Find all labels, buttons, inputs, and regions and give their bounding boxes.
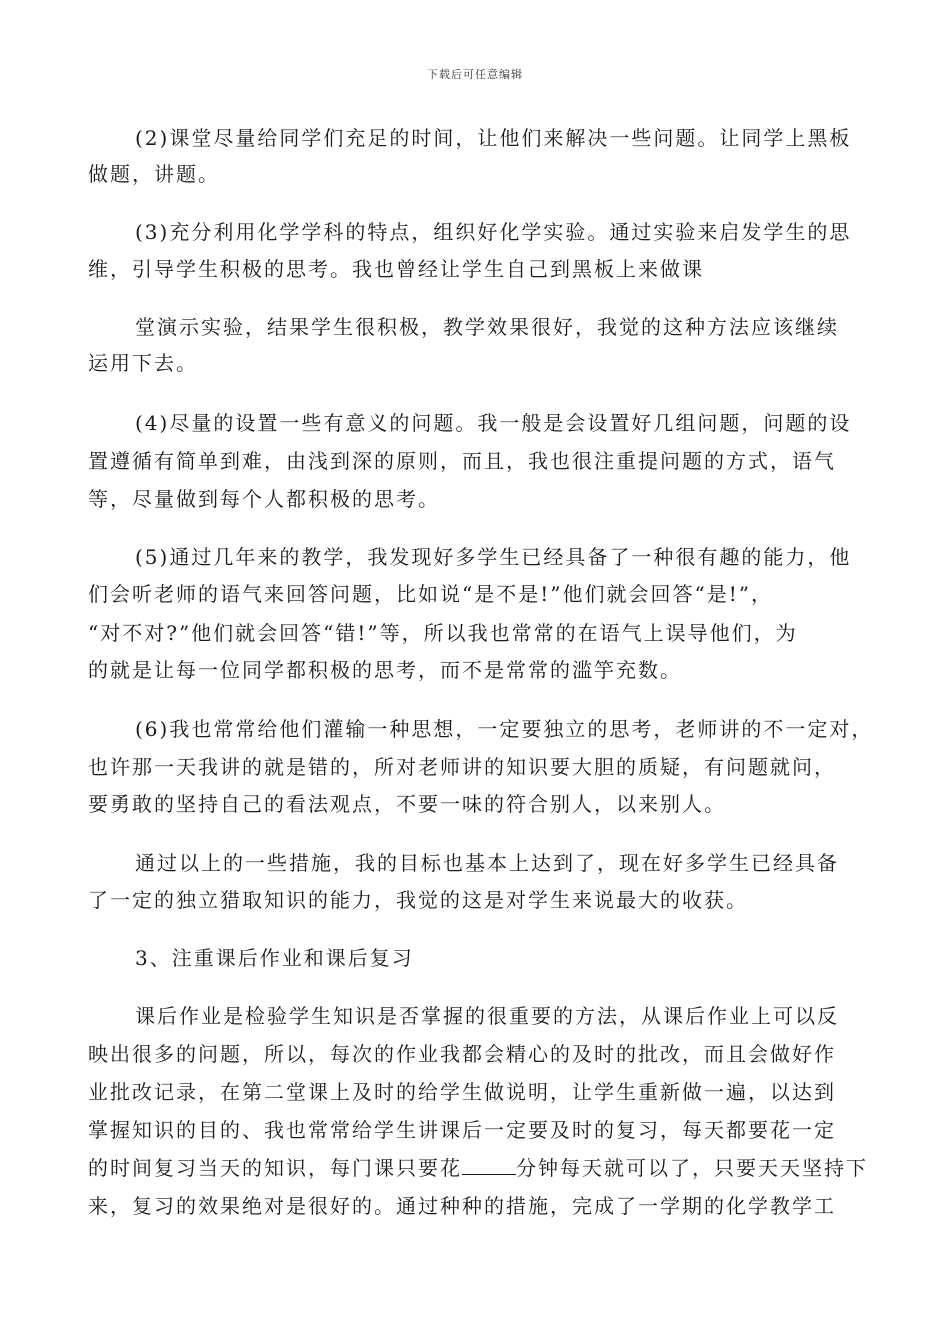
homework-line-5-start: 的时间复习当天的知识，每门课只要花: [88, 1156, 462, 1180]
fill-in-blank: [462, 1156, 516, 1175]
paragraph-6-line-3: 要勇敢的坚持自己的看法观点，不要一味的符合别人，以来别人。: [88, 792, 726, 816]
page-header: 下载后可任意编辑: [427, 68, 523, 81]
paragraph-5-line-2: 们会听老师的语气来回答问题，比如说“是不是!”他们就会回答“是!”，: [88, 582, 773, 606]
paragraph-5-line-3: “对不对?”他们就会回答“错!”等，所以我也常常的在语气上误导他们，为: [88, 621, 798, 645]
paragraph-6-line-1: (6)我也常常给他们灌输一种思想，一定要独立的思考，老师讲的不一定对，: [135, 717, 874, 741]
homework-line-5: [88, 1155, 868, 1181]
homework-line-1: 课后作业是检验学生知识是否掌握的很重要的方法，从课后作业上可以反: [135, 1004, 839, 1028]
paragraph-2-line-1: (2)课堂尽量给同学们充足的时间，让他们来解决一些问题。让同学上黑板: [135, 126, 852, 150]
homework-line-6: 来，复习的效果绝对是很好的。通过种种的措施，完成了一学期的化学教学工: [88, 1194, 836, 1218]
paragraph-4-line-1: (4)尽量的设置一些有意义的问题。我一般是会设置好几组问题，问题的设: [135, 411, 852, 435]
paragraph-6-line-2: 也许那一天我讲的就是错的，所对老师讲的知识要大胆的质疑，有问题就问，: [88, 755, 836, 779]
homework-line-4: 掌握知识的目的、我也常常给学生讲课后一定要及时的复习，每天都要花一定: [88, 1118, 836, 1142]
paragraph-3-line-1: (3)充分利用化学学科的特点，组织好化学实验。通过实验来启发学生的思: [135, 220, 852, 244]
section-heading: 3、注重课后作业和课后复习: [135, 946, 414, 970]
paragraph-5-line-1: (5)通过几年来的教学，我发现好多学生已经具备了一种很有趣的能力，他: [135, 545, 852, 569]
paragraph-3b-line-2: 运用下去。: [88, 351, 198, 375]
paragraph-2-line-2: 做题，讲题。: [88, 162, 220, 186]
paragraph-4-line-2: 置遵循有简单到难，由浅到深的原则，而且，我也很注重提问题的方式，语气: [88, 449, 836, 473]
paragraph-4-line-3: 等，尽量做到每个人都积极的思考。: [88, 487, 440, 511]
paragraph-3-line-2: 维，引导学生积极的思考。我也曾经让学生自己到黑板上来做课: [88, 257, 704, 281]
paragraph-3b-line-1: 堂演示实验，结果学生很积极，教学效果很好，我觉的这种方法应该继续: [135, 315, 839, 339]
paragraph-5-line-4: 的就是让每一位同学都积极的思考，而不是常常的滥竽充数。: [88, 658, 682, 682]
summary-line-2: 了一定的独立猎取知识的能力，我觉的这是对学生来说最大的收获。: [88, 888, 748, 912]
summary-line-1: 通过以上的一些措施，我的目标也基本上达到了，现在好多学生已经具备: [135, 851, 839, 875]
homework-line-2: 映出很多的问题，所以，每次的作业我都会精心的及时的批改，而且会做好作: [88, 1042, 836, 1066]
homework-line-5-end: 分钟每天就可以了，只要天天坚持下: [516, 1156, 868, 1180]
homework-line-3: 业批改记录，在第二堂课上及时的给学生做说明，让学生重新做一遍，以达到: [88, 1080, 836, 1104]
